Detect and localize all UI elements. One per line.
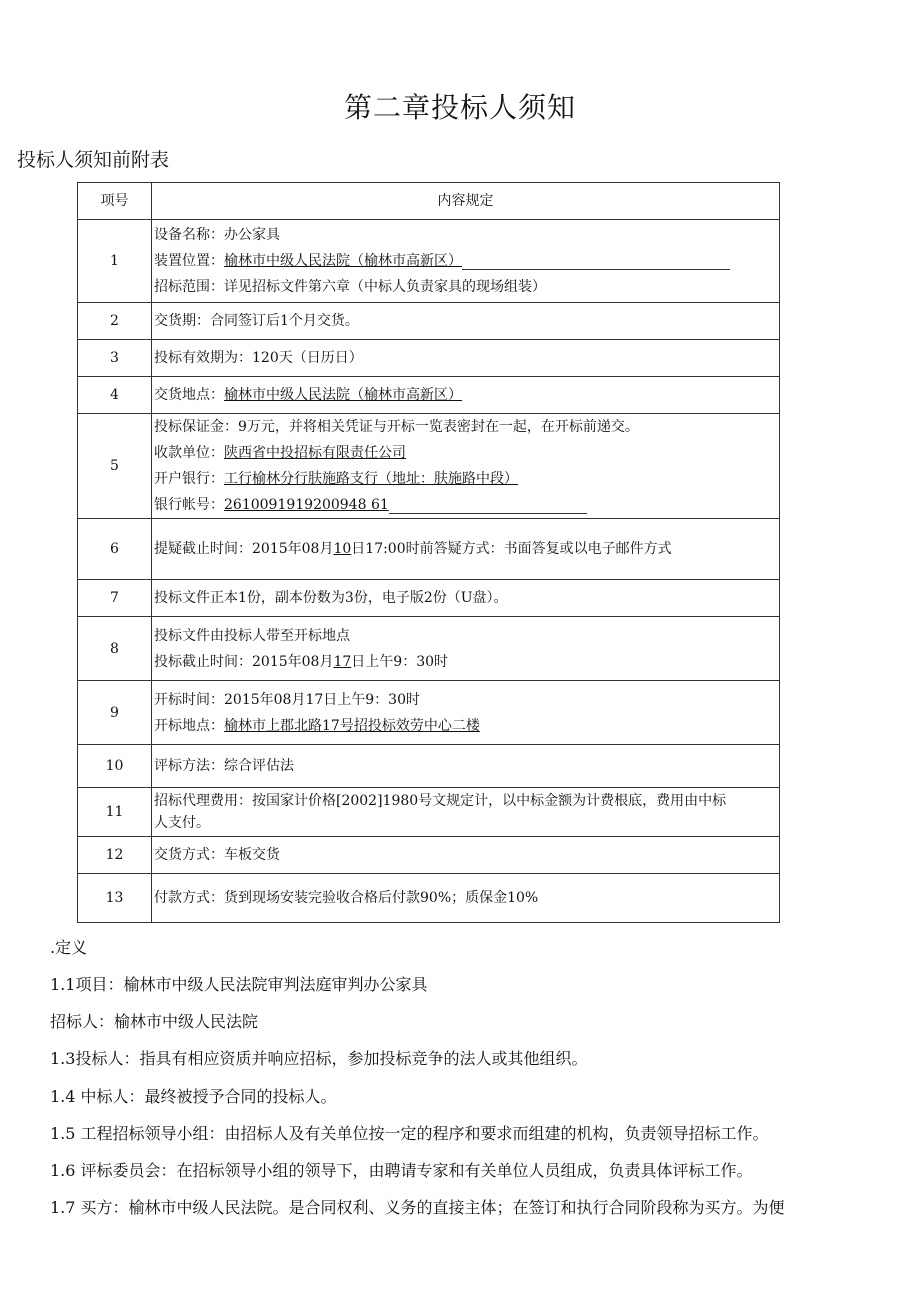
- text-part: 日上午9：30时: [351, 653, 449, 670]
- row-content: [152, 617, 780, 681]
- field-value: 120天（日历日）: [252, 350, 363, 366]
- header-item-number: 项号: [78, 183, 152, 220]
- definition-item: 1.6 评标委员会：在招标领导小组的领导下，由聘请专家和有关单位人员组成，负责具体评标工作。: [50, 1161, 753, 1180]
- row-number: 8: [78, 617, 152, 681]
- field-label: 交货期：: [154, 313, 210, 329]
- table-row: [78, 681, 780, 745]
- table-row: [78, 617, 780, 681]
- row-content: 交货方式：车板交货: [152, 837, 780, 874]
- field-label: 收款单位：: [154, 445, 224, 461]
- row-number: 2: [78, 303, 152, 340]
- row-number: 7: [78, 580, 152, 617]
- header-content: 内容规定: [152, 183, 780, 220]
- table-row: [78, 303, 780, 340]
- table-row: [78, 519, 780, 580]
- field-value: 榆林市上郡北路17号招投标效劳中心二楼: [224, 717, 480, 734]
- row-number: 10: [78, 745, 152, 788]
- definitions-heading: .定义: [50, 938, 88, 957]
- row-content: 评标方法：综合评估法: [152, 745, 780, 788]
- row-number: 11: [78, 788, 152, 837]
- table-header-row: [78, 183, 780, 220]
- content-line: 人支付。: [154, 815, 210, 831]
- field-value: 办公家具: [224, 227, 280, 243]
- definition-item: 1.5 工程招标领导小组：由招标人及有关单位按一定的程序和要求而组建的机构，负责领导招标工作。: [50, 1124, 769, 1143]
- row-content: [152, 340, 780, 377]
- field-label: 投标保证金：: [154, 419, 238, 435]
- row-content: [152, 788, 780, 837]
- content-line: 开标时间：2015年08月17日上午9：30时: [154, 691, 420, 708]
- table-row: [78, 837, 780, 874]
- chapter-title: 第二章投标人须知: [343, 91, 576, 124]
- field-value: 合同签订后1个月交货。: [210, 313, 359, 329]
- field-value: 陕西省中投招标有限责任公司: [224, 445, 406, 461]
- row-content: 付款方式：货到现场安装完验收合格后付款90%；质保金10%: [152, 874, 780, 923]
- table-row: [78, 745, 780, 788]
- field-value: 2610091919200948 61: [224, 497, 389, 513]
- row-number: 3: [78, 340, 152, 377]
- requirements-table: [77, 182, 780, 923]
- row-number: 4: [78, 377, 152, 414]
- table-row: [78, 580, 780, 617]
- row-number: 12: [78, 837, 152, 874]
- row-content: [152, 414, 780, 519]
- field-value: 详见招标文件第六章（中标人负责家具的现场组装）: [224, 279, 546, 295]
- definition-item: 1.7 买方：榆林市中级人民法院。是合同权利、义务的直接主体；在签订和执行合同阶段称为买方。为便: [50, 1198, 785, 1217]
- field-label: 装置位置：: [154, 253, 224, 269]
- table-row: [78, 340, 780, 377]
- row-number: 6: [78, 519, 152, 580]
- row-content: 投标文件正本1份，副本份数为3份，电子版2份（U盘）。: [152, 580, 780, 617]
- table-caption: 投标人须知前附表: [17, 149, 170, 171]
- field-value: 工行榆林分行肤施路支行（地址：肤施路中段）: [224, 471, 518, 487]
- row-content: [152, 681, 780, 745]
- field-label: 设备名称：: [154, 227, 224, 243]
- field-value: 榆林市中级人民法院（榆林市高新区）: [224, 253, 462, 269]
- field-label: 银行帐号：: [154, 497, 224, 513]
- field-label: 投标有效期为：: [154, 350, 252, 366]
- table-row: [78, 788, 780, 837]
- table-row: [78, 377, 780, 414]
- field-label: 开户银行：: [154, 471, 224, 487]
- text-part: 投标截止时间：2015年08月: [154, 653, 334, 670]
- row-content: [152, 220, 780, 303]
- definition-item: 1.3投标人：指具有相应资质并响应招标，参加投标竞争的法人或其他组织。: [50, 1049, 588, 1068]
- field-value: 9万元，并将相关凭证与开标一览表密封在一起，在开标前递交。: [238, 419, 639, 435]
- row-number: 5: [78, 414, 152, 519]
- row-number: 13: [78, 874, 152, 923]
- text-part: 17: [333, 653, 352, 670]
- row-number: 9: [78, 681, 152, 745]
- field-label: 交货地点：: [154, 387, 224, 403]
- text-part: 提疑截止时间：2015年08月: [154, 541, 334, 557]
- definition-item: 1.4 中标人：最终被授予合同的投标人。: [50, 1087, 337, 1106]
- table-row: [78, 414, 780, 519]
- content-line: 投标文件由投标人带至开标地点: [154, 627, 350, 644]
- row-content: [152, 519, 780, 580]
- row-content: [152, 303, 780, 340]
- field-label: 招标范围：: [154, 279, 224, 295]
- table-row: [78, 220, 780, 303]
- content-line: 招标代理费用：按国家计价格[2002]1980号文规定计，以中标金额为计费根底，费用由中标: [154, 793, 727, 809]
- text-part: 日17:00时前答疑方式：书面答复或以电子邮件方式: [351, 541, 672, 557]
- field-value: 榆林市中级人民法院（榆林市高新区）: [224, 387, 462, 403]
- field-label: 开标地点：: [154, 717, 224, 734]
- definition-item: 招标人：榆林市中级人民法院: [50, 1012, 259, 1031]
- text-part: 10: [333, 541, 352, 557]
- row-number: 1: [78, 220, 152, 303]
- table-row: [78, 874, 780, 923]
- row-content: [152, 377, 780, 414]
- definition-item: 1.1项目：榆林市中级人民法院审判法庭审判办公家具: [50, 975, 428, 994]
